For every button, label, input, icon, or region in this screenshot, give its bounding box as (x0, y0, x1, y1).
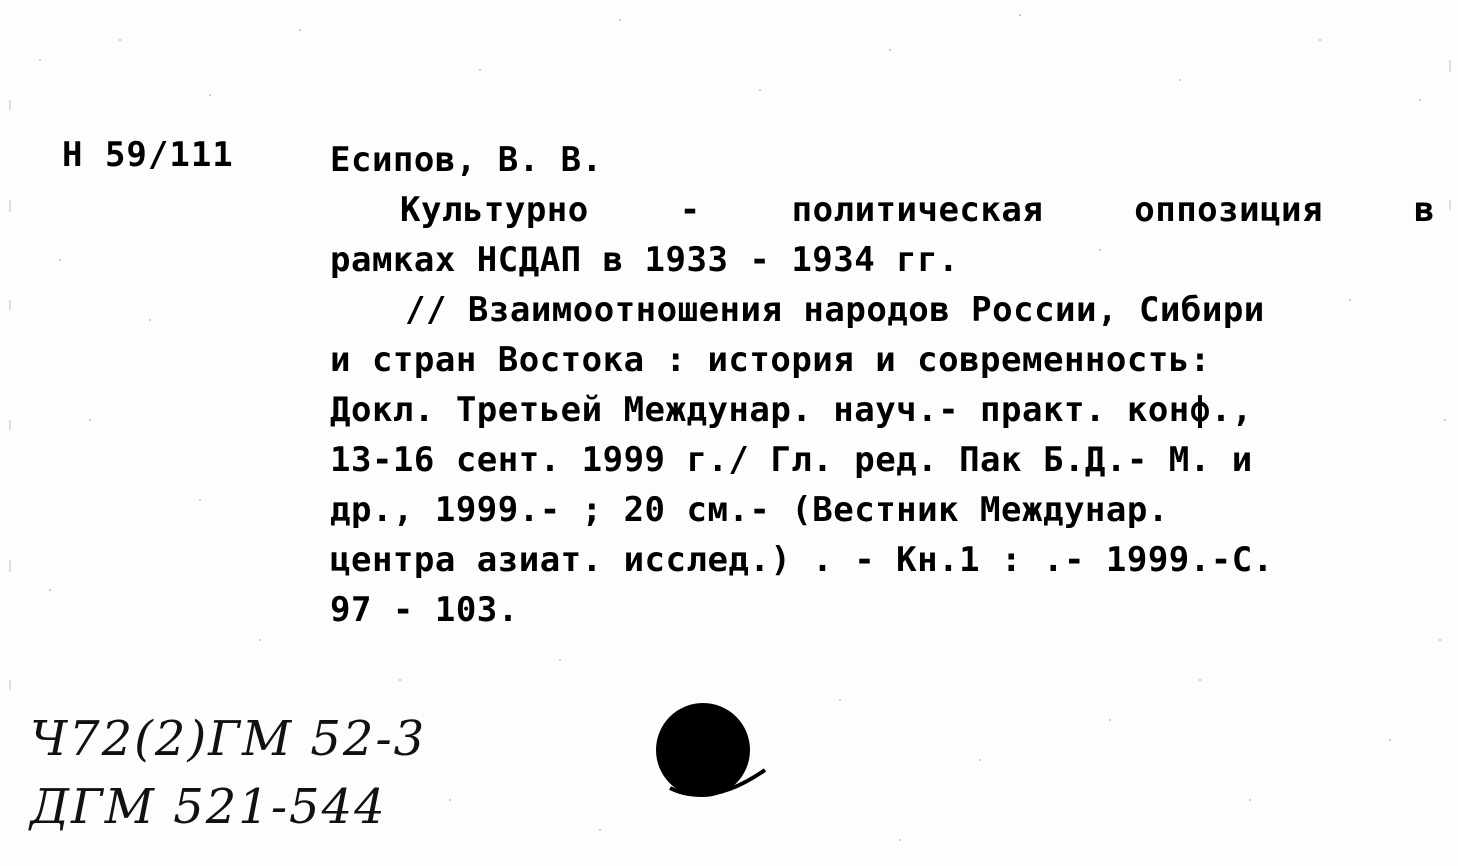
record-line: рамках НСДАП в 1933 - 1934 гг. (330, 240, 960, 280)
record-line: центра азиат. исслед.) . - Кн.1 : .- 1999.-С. (330, 540, 1274, 580)
author-line: Есипов, В. В. (330, 140, 603, 180)
bibliographic-record (330, 135, 1435, 635)
punch-hole-icon (650, 700, 780, 810)
title-word: - (679, 190, 701, 230)
record-line: 13-16 сент. 1999 г./ Гл. ред. Пак Б.Д.- М. и (330, 440, 1253, 480)
record-line: Докл. Третьей Междунар. науч.- практ. конф., (330, 390, 1253, 430)
title-word: политическая (791, 190, 1044, 230)
handwritten-line: ДГМ 521-544 (30, 779, 387, 835)
handwritten-line: Ч72(2)ГМ 52-3 (30, 711, 427, 767)
title-word: в (1413, 190, 1435, 230)
shelfmark: Н 59/111 (62, 135, 234, 175)
title-word: оппозиция (1134, 190, 1323, 230)
title-line (330, 185, 1435, 235)
title-word: Культурно (400, 190, 589, 230)
record-line: и стран Востока : история и современность: (330, 340, 1211, 380)
record-line: // Взаимоотношения народов России, Сибири (405, 290, 1265, 330)
record-line: 97 - 103. (330, 590, 519, 630)
record-line: др., 1999.- ; 20 см.- (Вестник Междунар. (330, 490, 1169, 530)
handwritten-classification (30, 705, 426, 841)
